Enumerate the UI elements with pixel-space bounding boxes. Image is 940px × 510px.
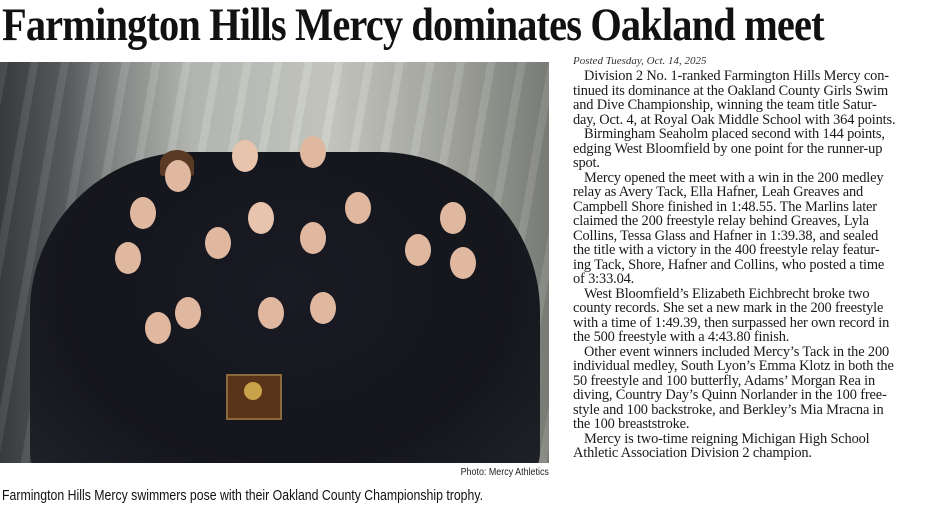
article-paragraph xyxy=(573,171,940,287)
article-line: style and 100 backstroke, and Berkley’s Mia Mracna in xyxy=(573,401,884,418)
article-paragraph xyxy=(573,127,940,171)
swimmer-face xyxy=(300,136,326,168)
swimmer-face xyxy=(115,242,141,274)
article-body xyxy=(573,54,940,461)
article-line: of 3:33.04. xyxy=(573,271,635,287)
swimmer-face xyxy=(300,222,326,254)
article-line: the title with a victory in the 400 freestyle relay featur- xyxy=(573,242,880,258)
article-line: the 500 freestyle with a 4:43.80 finish. xyxy=(573,329,790,345)
article-line: Campbell Shore finished in 1:48.55. The Marlins later xyxy=(573,198,877,215)
article-line: Athletic Association Division 2 champion. xyxy=(573,445,812,461)
trophy xyxy=(226,374,282,420)
swimmer-face xyxy=(310,292,336,324)
photo-caption: Farmington Hills Mercy swimmers pose with their Oakland County Championship trophy. xyxy=(2,487,484,504)
article-line: with a time of 1:49.39, then surpassed her own record in xyxy=(573,314,890,331)
swimmer-face xyxy=(232,140,258,172)
article-line: individual medley, South Lyon’s Emma Klotz in both the xyxy=(573,358,894,374)
swimmer-face xyxy=(405,234,431,266)
swimmer-face xyxy=(450,247,476,279)
article-line: diving, Country Day’s Quinn Norlander in the 100 free- xyxy=(573,387,887,403)
article-line: ing Tack, Shore, Hafner and Collins, who posted a time xyxy=(573,256,885,273)
article-line: claimed the 200 freestyle relay behind Greaves, Lyla xyxy=(573,213,869,229)
swimmer-face xyxy=(440,202,466,234)
swimmers-group xyxy=(30,152,540,463)
article-line: West Bloomfield’s Elizabeth Eichbrecht broke two xyxy=(584,285,870,302)
article-line: tinued its dominance at the Oakland County Girls Swim xyxy=(573,82,888,99)
article-paragraph xyxy=(573,345,940,432)
swimmer-face xyxy=(145,312,171,344)
article-line: day, Oct. 4, at Royal Oak Middle School with 364 points. xyxy=(573,111,896,128)
swimmer-face xyxy=(205,227,231,259)
posted-date: Posted Tuesday, Oct. 14, 2025 xyxy=(573,55,707,67)
swimmer-face xyxy=(165,160,191,192)
article-line: Mercy opened the meet with a win in the 200 medley xyxy=(584,169,884,186)
article-paragraph xyxy=(573,287,940,345)
swimmer-face xyxy=(130,197,156,229)
article-line: Collins, Tessa Glass and Hafner in 1:39.38, and sealed xyxy=(573,227,879,244)
swimmer-face xyxy=(345,192,371,224)
article-line: relay as Avery Tack, Ella Hafner, Leah Greaves and xyxy=(573,184,864,200)
article-line: spot. xyxy=(573,155,600,171)
article-line: Birmingham Seaholm placed second with 144 points, xyxy=(584,126,885,142)
article-line: Division 2 No. 1-ranked Farmington Hills Mercy con- xyxy=(584,68,889,84)
article-line: 50 freestyle and 100 butterfly, Adams’ Morgan Rea in xyxy=(573,372,876,389)
photo-credit: Photo: Mercy Athletics xyxy=(460,466,549,478)
article-paragraph xyxy=(573,432,940,461)
article-line: the 100 breaststroke. xyxy=(573,416,690,432)
article-line: Mercy is two-time reigning Michigan High School xyxy=(584,430,870,447)
swimmer-face xyxy=(175,297,201,329)
article-line: edging West Bloomfield by one point for the runner-up xyxy=(573,140,883,157)
article-line: and Dive Championship, winning the team title Satur- xyxy=(573,97,877,113)
article-line: county records. She set a new mark in the 200 freestyle xyxy=(573,300,884,316)
team-photo xyxy=(0,62,549,463)
swimmer-face xyxy=(248,202,274,234)
swimmer-face xyxy=(258,297,284,329)
headline: Farmington Hills Mercy dominates Oakland meet xyxy=(2,0,824,51)
article-paragraph xyxy=(573,69,940,127)
article-line: Other event winners included Mercy’s Tack in the 200 xyxy=(584,343,890,360)
